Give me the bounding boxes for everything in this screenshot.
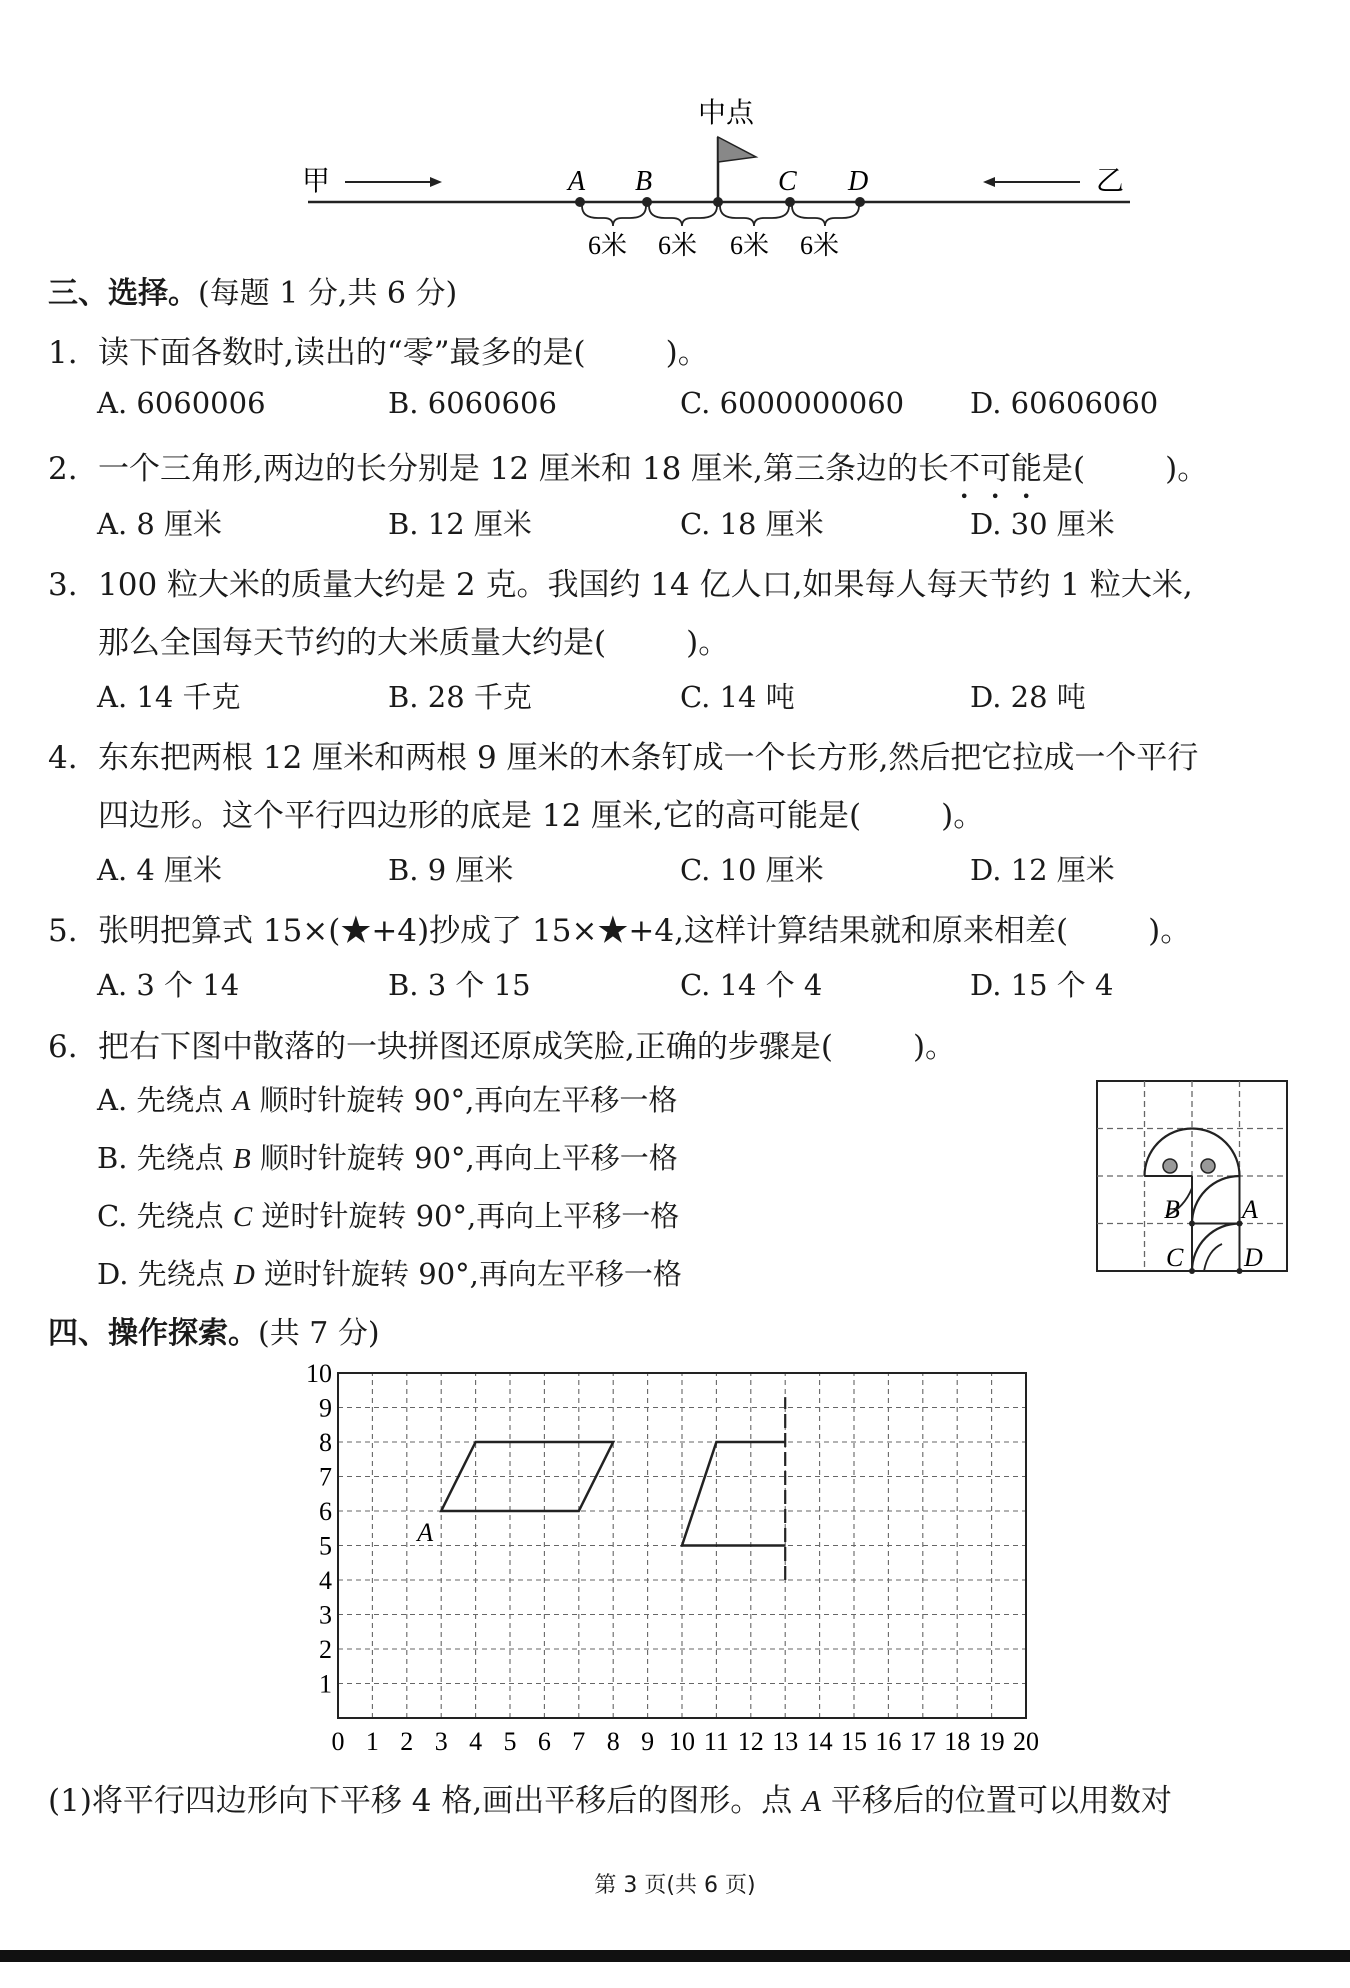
- midpoint-label: 中点: [698, 98, 755, 129]
- question-text: 东东把两根 12 厘米和两根 9 厘米的木条钉成一个长方形,然后把它拉成一个平行: [98, 740, 1199, 776]
- y-tick-label: 8: [319, 1428, 332, 1457]
- section-4-heading: [48, 1308, 380, 1352]
- y-tick-label: 1: [319, 1669, 332, 1699]
- x-tick-label: 9: [641, 1727, 655, 1756]
- eye-icon: [1163, 1159, 1177, 1173]
- y-tick-label: 4: [319, 1566, 332, 1595]
- section-4-question-1: [48, 1775, 1172, 1820]
- point-a-label: A: [568, 166, 586, 197]
- option-c[interactable]: C. 6000000060: [680, 386, 905, 420]
- section-3-heading: [48, 268, 457, 312]
- question-3: [48, 559, 1193, 604]
- question-number: 3.: [48, 567, 78, 603]
- question-text: 100 粒大米的质量大约是 2 克。我国约 14 亿人口,如果每人每天节约 1 粒大米,: [98, 567, 1193, 603]
- x-tick-label: 10: [669, 1727, 695, 1756]
- question-text-end: )。: [1165, 451, 1209, 487]
- option-d[interactable]: D. 15 个 4: [970, 968, 1114, 1002]
- option-d[interactable]: [97, 1252, 682, 1293]
- point-name: A: [232, 1085, 251, 1117]
- question-text: (1)将平行四边形向下平移 4 格,画出平移后的图形。点: [48, 1783, 803, 1819]
- option-a[interactable]: A. 8 厘米: [97, 507, 223, 541]
- y-tick-label: 5: [319, 1531, 332, 1561]
- point-a-label: A: [1242, 1195, 1258, 1224]
- y-tick-label: 2: [319, 1635, 332, 1664]
- option-b[interactable]: B. 3 个 15: [388, 968, 531, 1002]
- question-2: [48, 443, 1208, 506]
- arrow-right-icon: [430, 177, 442, 187]
- x-tick-label: 15: [841, 1727, 867, 1756]
- question-4-line-2: [98, 790, 984, 835]
- x-tick-label: 17: [909, 1727, 936, 1756]
- option-d[interactable]: D. 60606060: [970, 386, 1159, 420]
- y-tick-label: 3: [319, 1600, 332, 1630]
- y-tick-label: 9: [319, 1393, 332, 1423]
- option-b[interactable]: B. 12 厘米: [388, 507, 532, 541]
- question-number: 6.: [48, 1029, 78, 1065]
- option-c[interactable]: C. 10 厘米: [680, 853, 824, 887]
- midpoint-diagram: [290, 90, 1150, 260]
- question-3-line-2: [98, 617, 729, 662]
- x-tick-label: 4: [469, 1727, 483, 1756]
- option-a[interactable]: [97, 1078, 677, 1119]
- question-text: 平移后的位置可以用数对: [821, 1783, 1172, 1819]
- question-1: [48, 327, 709, 372]
- option-d[interactable]: D. 30 厘米: [970, 507, 1115, 541]
- x-tick-label: 5: [503, 1727, 517, 1756]
- question-text: 把右下图中散落的一块拼图还原成笑脸,正确的步骤是(: [98, 1029, 833, 1065]
- question-number: 2.: [48, 451, 78, 487]
- option-a[interactable]: A. 14 千克: [97, 680, 241, 714]
- segment-label: 6米: [800, 231, 840, 260]
- x-tick-label: 18: [944, 1727, 971, 1756]
- question-5: [48, 905, 1191, 950]
- x-tick-label: 13: [772, 1727, 799, 1756]
- option-a[interactable]: A. 4 厘米: [97, 853, 223, 887]
- question-text-end: )。: [665, 335, 709, 371]
- point-b-label: B: [1164, 1195, 1180, 1224]
- flag-icon: [718, 137, 756, 162]
- option-text: 逆时针旋转 90°,再向左平移一格: [254, 1257, 682, 1291]
- question-text-end: )。: [1148, 913, 1192, 949]
- option-b[interactable]: [97, 1136, 678, 1177]
- arrow-left-icon: [983, 177, 995, 187]
- option-text: 逆时针旋转 90°,再向上平移一格: [252, 1199, 680, 1233]
- question-text-end: )。: [912, 1029, 957, 1065]
- segment-label: 6米: [658, 231, 698, 260]
- option-b[interactable]: B. 28 千克: [388, 680, 532, 714]
- option-text: D. 先绕点: [97, 1257, 234, 1291]
- point-name: B: [232, 1143, 251, 1175]
- point-a-label: A: [417, 1518, 434, 1547]
- x-tick-label: 3: [434, 1727, 448, 1756]
- x-tick-label: 14: [806, 1727, 833, 1756]
- option-text: 顺时针旋转 90°,再向上平移一格: [250, 1141, 678, 1175]
- page-footer: 第 3 页(共 6 页): [594, 1873, 756, 1898]
- question-text: 张明把算式 15×(★+4)抄成了 15×★+4,这样计算结果就和原来相差(: [98, 913, 1069, 949]
- option-text: C. 先绕点: [97, 1199, 233, 1233]
- question-text: 读下面各数时,读出的“零”最多的是(: [98, 335, 586, 371]
- segment-label: 6米: [730, 231, 770, 260]
- question-4: [48, 732, 1198, 777]
- coordinate-grid: [290, 1362, 1050, 1762]
- x-tick-label: 19: [978, 1727, 1005, 1756]
- x-tick-label: 8: [606, 1727, 620, 1756]
- right-label: 乙: [1096, 166, 1125, 197]
- trapezoid-shape: [682, 1442, 785, 1546]
- point-c-label: C: [778, 166, 797, 197]
- option-c[interactable]: C. 14 个 4: [680, 968, 823, 1002]
- emphasis-text: 不可能: [949, 451, 1043, 487]
- x-tick-label: 0: [331, 1727, 345, 1756]
- x-tick-label: 6: [537, 1727, 551, 1756]
- option-b[interactable]: B. 9 厘米: [388, 853, 514, 887]
- option-a[interactable]: A. 3 个 14: [97, 968, 240, 1002]
- smiley-puzzle-figure: [1094, 1078, 1290, 1274]
- question-number: 5.: [48, 913, 78, 949]
- question-number: 1.: [48, 335, 78, 371]
- y-tick-label: 10: [306, 1362, 332, 1388]
- question-text: 是(: [1042, 451, 1086, 487]
- section-3-score: (每题 1 分,共 6 分): [198, 276, 458, 311]
- question-text: 那么全国每天节约的大米质量大约是(: [98, 625, 607, 661]
- point-c-label: C: [1166, 1243, 1184, 1272]
- option-c[interactable]: [97, 1194, 679, 1235]
- x-tick-label: 2: [400, 1727, 414, 1756]
- x-tick-label: 11: [703, 1727, 729, 1756]
- option-text: 顺时针旋转 90°,再向左平移一格: [250, 1083, 678, 1117]
- point-name: D: [233, 1259, 255, 1291]
- left-label: 甲: [302, 166, 331, 197]
- x-tick-label: 12: [737, 1727, 764, 1756]
- option-b[interactable]: B. 6060606: [388, 386, 557, 420]
- section-3-title: 三、选择。: [48, 276, 198, 311]
- segment-label: 6米: [588, 231, 628, 260]
- option-d[interactable]: D. 12 厘米: [970, 853, 1115, 887]
- option-c[interactable]: C. 18 厘米: [680, 507, 824, 541]
- question-text-end: )。: [686, 625, 730, 661]
- y-tick-label: 7: [319, 1462, 332, 1492]
- option-a[interactable]: A. 6060006: [97, 386, 266, 420]
- x-tick-label: 1: [365, 1727, 379, 1756]
- question-text-end: )。: [941, 798, 985, 834]
- option-text: B. 先绕点: [97, 1141, 233, 1175]
- section-4-title: 四、操作探索。: [48, 1316, 258, 1351]
- point-b-label: B: [635, 166, 653, 197]
- x-tick-label: 7: [572, 1727, 586, 1756]
- y-tick-label: 6: [319, 1497, 332, 1526]
- section-4-score: (共 7 分): [258, 1316, 380, 1351]
- option-c[interactable]: C. 14 吨: [680, 680, 795, 714]
- bottom-bar: [0, 1950, 1350, 1962]
- x-tick-label: 20: [1013, 1727, 1039, 1756]
- question-number: 4.: [48, 740, 78, 776]
- option-text: A. 先绕点: [97, 1083, 233, 1117]
- eye-icon: [1201, 1159, 1215, 1173]
- option-d[interactable]: D. 28 吨: [970, 680, 1086, 714]
- question-text: 一个三角形,两边的长分别是 12 厘米和 18 厘米,第三条边的长: [98, 451, 950, 487]
- question-text: 四边形。这个平行四边形的底是 12 厘米,它的高可能是(: [98, 798, 862, 834]
- point-d-label: D: [1244, 1243, 1263, 1272]
- point-d-label: D: [848, 166, 869, 197]
- point-name: A: [802, 1783, 821, 1818]
- x-tick-label: 16: [875, 1727, 902, 1756]
- point-name: C: [232, 1201, 253, 1233]
- question-6: [48, 1021, 956, 1066]
